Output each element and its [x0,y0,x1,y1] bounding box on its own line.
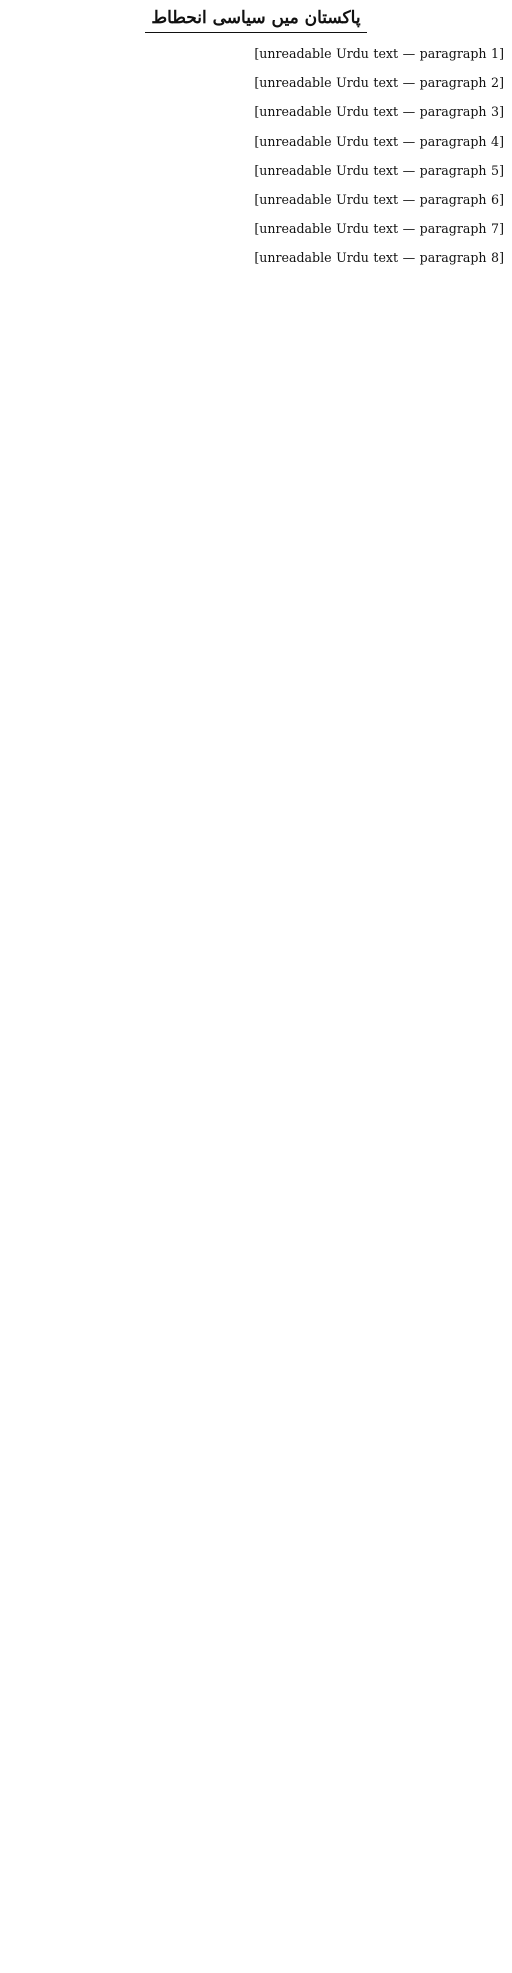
paragraph-3: [unreadable Urdu text — paragraph 3] [254,104,504,120]
paragraph-7: [unreadable Urdu text — paragraph 7] [254,221,504,237]
paragraph-2: [unreadable Urdu text — paragraph 2] [254,75,504,91]
paragraph-1: [unreadable Urdu text — paragraph 1] [254,46,504,61]
article-body [8,41,504,272]
paragraph-4: [unreadable Urdu text — paragraph 4] [254,133,504,149]
paragraph-8: [unreadable Urdu text — paragraph 8] [254,250,504,266]
paragraph-6: [unreadable Urdu text — paragraph 6] [254,192,504,208]
title-container [8,6,504,33]
paragraph-5: [unreadable Urdu text — paragraph 5] [254,162,504,178]
article-title: پاکستان میں سیاسی انحطاط [145,6,366,33]
